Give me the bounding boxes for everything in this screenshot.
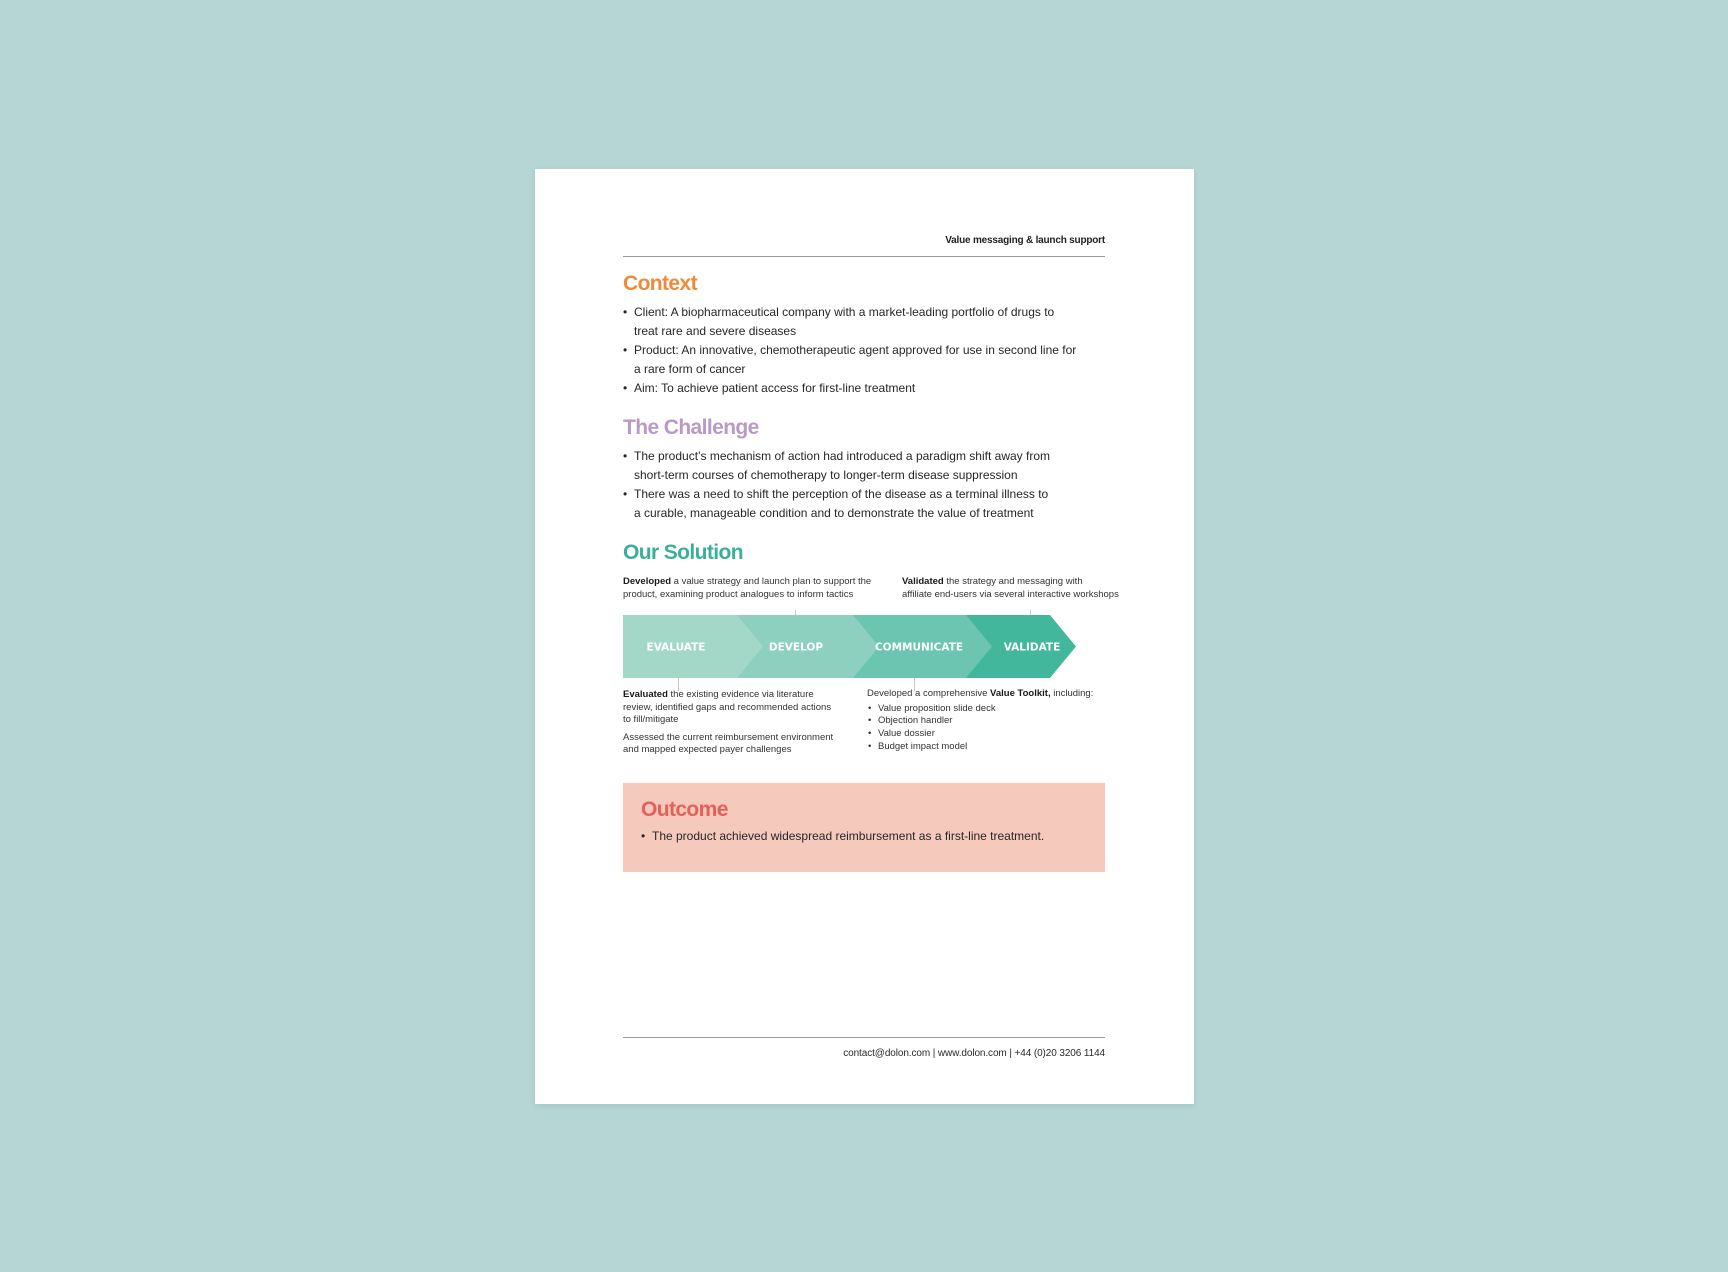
solution-title: Our Solution [623,541,743,564]
list-item-line: treat rare and severe diseases [634,324,797,338]
list-item: • Objection handler [867,715,1107,728]
process-step-develop-label: DEVELOP [768,641,824,654]
challenge-list [623,447,1093,523]
solution-note-evaluated [623,689,853,757]
note-text: to fill/mitigate [623,714,679,725]
list-item [623,447,1093,485]
list-item-line: short-term courses of chemotherapy to longer-term disease suppression [634,468,1018,482]
footer-rule [623,1037,1105,1038]
note-text: the strategy and messaging with [943,576,1083,587]
note-bold: Validated [902,576,944,587]
note-text: product, examining product analogues to inform tactics [623,588,854,600]
footer-contact: contact@dolon.com | www.dolon.com | +44 (0)20 3206 1144 [843,1048,1105,1059]
solution-note-validated [902,576,1142,601]
note-text: including: [1050,688,1094,699]
list-item-line: Client: A biopharmaceutical company with a market-leading portfolio of drugs to [634,305,1055,319]
note-text: affiliate end-users via several interactive workshops [902,588,1119,600]
list-item: • The product achieved widespread reimbursement as a first-line treatment. [641,827,1091,846]
list-item-line: The product’s mechanism of action had introduced a paradigm shift away from [634,449,1050,463]
outcome-title: Outcome [641,798,728,821]
list-item-line: Product: An innovative, chemotherapeutic agent approved for use in second line for [634,343,1077,357]
note-text: and mapped expected payer challenges [623,744,792,755]
note-text: the existing evidence via literature [667,689,814,700]
list-item-line: There was a need to shift the perception of the disease as a terminal illness to [634,487,1049,501]
note-text: Assessed the current reimbursement environment [623,731,834,743]
process-chevron-diagram [623,615,1105,678]
header-label: Value messaging & launch support [945,235,1105,246]
list-item: • Budget impact model [867,741,1107,754]
toolkit-list [867,703,1107,754]
header-rule [623,256,1105,257]
context-list [623,303,1093,398]
challenge-title: The Challenge [623,416,759,439]
note-text: a value strategy and launch plan to support the [671,576,872,587]
solution-note-developed [623,576,893,601]
list-item [623,379,1093,398]
note-bold: Evaluated [623,689,668,700]
note-bold: Value Toolkit, [990,688,1051,699]
note-bold: Developed [623,576,672,587]
list-item-line: a rare form of cancer [634,362,746,376]
solution-note-toolkit [867,688,1107,753]
note-text: review, identified gaps and recommended actions [623,701,832,713]
context-title: Context [623,272,697,295]
list-item-line: Aim: To achieve patient access for first-line treatment [634,381,916,395]
list-item [623,303,1093,341]
process-step-evaluate-label: EVALUATE [646,641,706,654]
list-item: • Value proposition slide deck [867,703,1107,716]
process-step-communicate-label: COMMUNICATE [874,641,964,654]
list-item: • Value dossier [867,728,1107,741]
outcome-list [641,827,1091,846]
process-step-validate-label: VALIDATE [1003,641,1061,654]
document-page [535,169,1194,1104]
list-item [623,485,1093,523]
note-text: Developed a comprehensive [867,688,991,699]
list-item-line: a curable, manageable condition and to demonstrate the value of treatment [634,506,1034,520]
list-item [623,341,1093,379]
outcome-box [623,783,1105,872]
